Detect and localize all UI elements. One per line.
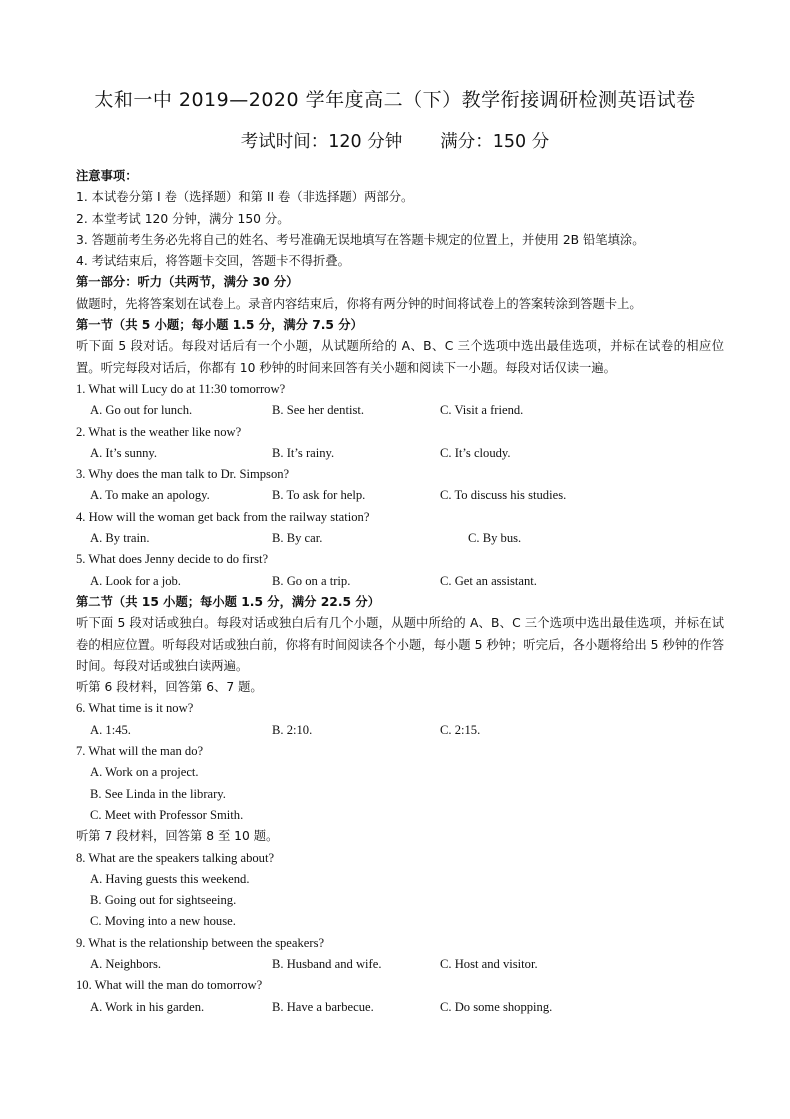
option-c: C. Moving into a new house.: [90, 914, 236, 929]
option-a: A. 1:45.: [90, 722, 131, 737]
note-item: 1. 本试卷分第 I 卷（选择题）和第 II 卷（非选择题）两部分。: [76, 190, 414, 205]
option-b: B. By car.: [272, 531, 323, 546]
section2-heading: 第二节（共 15 小题；每小题 1.5 分，满分 22.5 分）: [76, 594, 380, 609]
material-7-note: 听第 7 段材料，回答第 8 至 10 题。: [76, 829, 279, 844]
option-c: C. 2:15.: [440, 722, 481, 737]
option-c: C. Visit a friend.: [440, 403, 524, 418]
material-6-note: 听第 6 段材料，回答第 6、7 题。: [76, 680, 263, 695]
part1-instruction: 做题时，先将答案划在试卷上。录音内容结束后，你将有两分钟的时间将试卷上的答案转涂到答题卡上。: [76, 296, 642, 311]
option-c: C. It’s cloudy.: [440, 445, 511, 460]
part1-heading: 第一部分：听力（共两节，满分 30 分）: [76, 275, 299, 290]
note-item: 4. 考试结束后，将答题卡交回，答题卡不得折叠。: [76, 254, 350, 269]
option-b: B. 2:10.: [272, 722, 313, 737]
question-4: 4. How will the woman get back from the railway station?: [76, 509, 370, 524]
question-8: 8. What are the speakers talking about?: [76, 850, 275, 865]
section1-heading: 第一节（共 5 小题；每小题 1.5 分，满分 7.5 分）: [76, 318, 363, 333]
option-b: B. See Linda in the library.: [90, 786, 226, 801]
option-a: A. Having guests this weekend.: [90, 871, 250, 886]
option-c: C. By bus.: [468, 531, 522, 546]
section1-instruction: 听下面 5 段对话。每段对话后有一个小题，从试题所给的 A、B、C 三个选项中选出最佳选项，并标在试卷的相应位置。听完每段对话后，你都有 10 秒钟的时间来回答有关小题和阅读下一小题。每段对话仅读一遍。: [76, 339, 724, 375]
question-7: 7. What will the man do?: [76, 744, 204, 759]
option-c: C. Do some shopping.: [440, 999, 553, 1014]
option-c: C. Meet with Professor Smith.: [90, 807, 244, 822]
option-b: B. To ask for help.: [272, 488, 366, 503]
option-a: A. Neighbors.: [90, 956, 162, 971]
option-c: C. Get an assistant.: [440, 573, 537, 588]
note-item: 2. 本堂考试 120 分钟，满分 150 分。: [76, 211, 290, 226]
exam-time: 考试时间：120 分钟: [240, 132, 403, 152]
question-2: 2. What is the weather like now?: [76, 424, 242, 439]
option-a: A. Work on a project.: [90, 765, 199, 780]
option-a: A. It’s sunny.: [90, 445, 158, 460]
question-10: 10. What will the man do tomorrow?: [76, 978, 263, 993]
exam-subtitle: [0, 128, 790, 153]
options-row: [76, 443, 724, 464]
option-b: B. See her dentist.: [272, 403, 364, 418]
question-3: 3. Why does the man talk to Dr. Simpson?: [76, 467, 290, 482]
option-c: C. Host and visitor.: [440, 956, 538, 971]
section2-instruction: 听下面 5 段对话或独白。每段对话或独白后有几个小题，从题中所给的 A、B、C 三个选项中选出最佳选项，并标在试卷的相应位置。听每段对话或独白前，你将有时间阅读各个小题，每小题 5 秒钟；听完后，各小题将给出 5 秒钟的作答时间。每段对话或独白读两遍。: [76, 616, 724, 673]
option-a: A. Work in his garden.: [90, 999, 205, 1014]
full-score: 满分：150 分: [440, 132, 550, 152]
question-1: 1. What will Lucy do at 11:30 tomorrow?: [76, 381, 286, 396]
options-row: [76, 954, 724, 975]
question-6: 6. What time is it now?: [76, 701, 194, 716]
options-row: [76, 400, 724, 421]
notes-heading: 注意事项：: [76, 169, 138, 183]
option-a: A. Go out for lunch.: [90, 403, 193, 418]
exam-title: 太和一中 2019—2020 学年度高二（下）教学衔接调研检测英语试卷: [94, 89, 696, 111]
options-row: [76, 528, 724, 549]
question-5: 5. What does Jenny decide to do first?: [76, 552, 269, 567]
options-row: [76, 997, 724, 1018]
option-b: B. Husband and wife.: [272, 956, 382, 971]
option-a: A. By train.: [90, 531, 150, 546]
option-b: B. Go on a trip.: [272, 573, 351, 588]
note-item: 3. 答题前考生务必先将自己的姓名、考号准确无误地填写在答题卡规定的位置上，并使用 2B 铅笔填涂。: [76, 232, 645, 247]
option-b: B. Have a barbecue.: [272, 999, 374, 1014]
options-row: [76, 485, 724, 506]
option-a: A. To make an apology.: [90, 488, 210, 503]
options-row: [76, 571, 724, 592]
exam-body: [76, 166, 724, 1018]
question-9: 9. What is the relationship between the speakers?: [76, 935, 325, 950]
options-row: [76, 720, 724, 741]
option-a: A. Look for a job.: [90, 573, 181, 588]
option-c: C. To discuss his studies.: [440, 488, 567, 503]
option-b: B. Going out for sightseeing.: [90, 893, 237, 908]
option-b: B. It’s rainy.: [272, 445, 335, 460]
